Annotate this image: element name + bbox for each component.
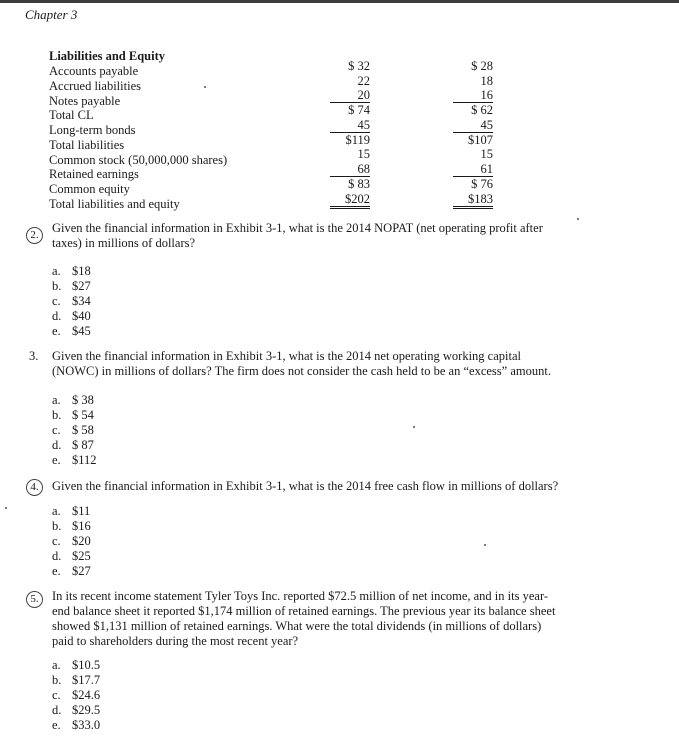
answer-option: a. $18 [52,264,91,278]
balance-sheet-heading: Liabilities and Equity [49,49,166,63]
answer-option: c. $20 [52,534,91,548]
row-value-2013: 18 [480,74,493,88]
answer-option: c. $34 [52,294,91,308]
row-label: Common equity [49,182,130,196]
circled-question-number: 4. [26,479,43,496]
row-label: Total liabilities [49,138,125,152]
row-value-2013: $107 [468,133,493,147]
answer-option: a. $ 38 [52,393,94,407]
answer-option: d. $25 [52,549,91,563]
row-label: Total CL [49,108,94,122]
row-value-2013: $ 62 [471,103,493,117]
row-value-2014: 22 [357,74,370,88]
answer-option: a. $11 [52,504,91,518]
answer-option: e. $45 [52,324,91,338]
row-value-2014: 15 [357,147,370,161]
question-text-line: Given the financial information in Exhibit 3-1, what is the 2014 free cash flow in millions of dollars? [52,479,559,493]
row-value-2013: $ 76 [471,177,493,191]
row-value-2014: 20 [330,88,370,103]
row-value-2014: $ 83 [348,177,370,191]
row-value-2014: $ 32 [348,59,370,73]
answer-option: b. $ 54 [52,408,94,422]
answer-option: b. $27 [52,279,91,293]
answer-option: d. $ 87 [52,438,94,452]
question-text-line: Given the financial information in Exhibit 3-1, what is the 2014 net operating working capital [52,349,521,363]
row-value-2014: $119 [345,133,370,147]
row-value-2014: $ 74 [348,103,370,117]
circled-question-number: 5. [26,591,43,608]
answer-option: e. $112 [52,453,97,467]
answer-option: c. $24.6 [52,688,101,702]
question-text-line: Given the financial information in Exhibit 3-1, what is the 2014 NOPAT (net operating profit after [52,221,543,235]
answer-option: e. $33.0 [52,718,101,732]
row-value-2014: 68 [330,162,370,177]
scan-speck [484,544,486,546]
row-value-2013: 16 [453,88,493,103]
scan-speck [5,507,7,509]
row-value-2013: $ 28 [471,59,493,73]
circled-question-number: 2. [26,227,43,244]
row-label: Accrued liabilities [49,79,141,93]
answer-option: a. $10.5 [52,658,101,672]
row-value-2013: 61 [453,162,493,177]
question-text-line: taxes) in millions of dollars? [52,236,196,250]
question-text-line: In its recent income statement Tyler Toys Inc. reported $72.5 million of net income, and in its year- [52,589,549,603]
answer-option: c. $ 58 [52,423,94,437]
answer-option: d. $40 [52,309,91,323]
question-text-line: end balance sheet it reported $1,174 million of retained earnings. The previous year its balance sheet [52,604,556,618]
row-label: Total liabilities and equity [49,197,180,211]
row-label: Common stock (50,000,000 shares) [49,153,228,167]
question-number: 3. [29,349,39,363]
top-border [0,0,679,3]
answer-option: e. $27 [52,564,91,578]
row-value-2014: $202 [330,192,370,209]
row-value-2013: 15 [480,147,493,161]
scan-speck [204,86,206,88]
chapter-header: Chapter 3 [25,7,78,22]
row-label: Long-term bonds [49,123,136,137]
question-text-line: (NOWC) in millions of dollars? The firm does not consider the cash held to be an “excess” amount. [52,364,551,378]
question-text-line: showed $1,131 million of retained earnings. What were the total dividends (in millions of dollars) [52,619,542,633]
row-label: Notes payable [49,94,121,108]
answer-option: b. $17.7 [52,673,101,687]
row-label: Accounts payable [49,64,139,78]
answer-option: b. $16 [52,519,91,533]
row-value-2014: 45 [330,118,370,133]
answer-option: d. $29.5 [52,703,101,717]
question-text-line: paid to shareholders during the most recent year? [52,634,299,648]
row-value-2013: $183 [453,192,493,209]
row-value-2013: 45 [453,118,493,133]
scan-speck [577,218,579,220]
row-label: Retained earnings [49,167,139,181]
scan-speck [413,426,415,428]
